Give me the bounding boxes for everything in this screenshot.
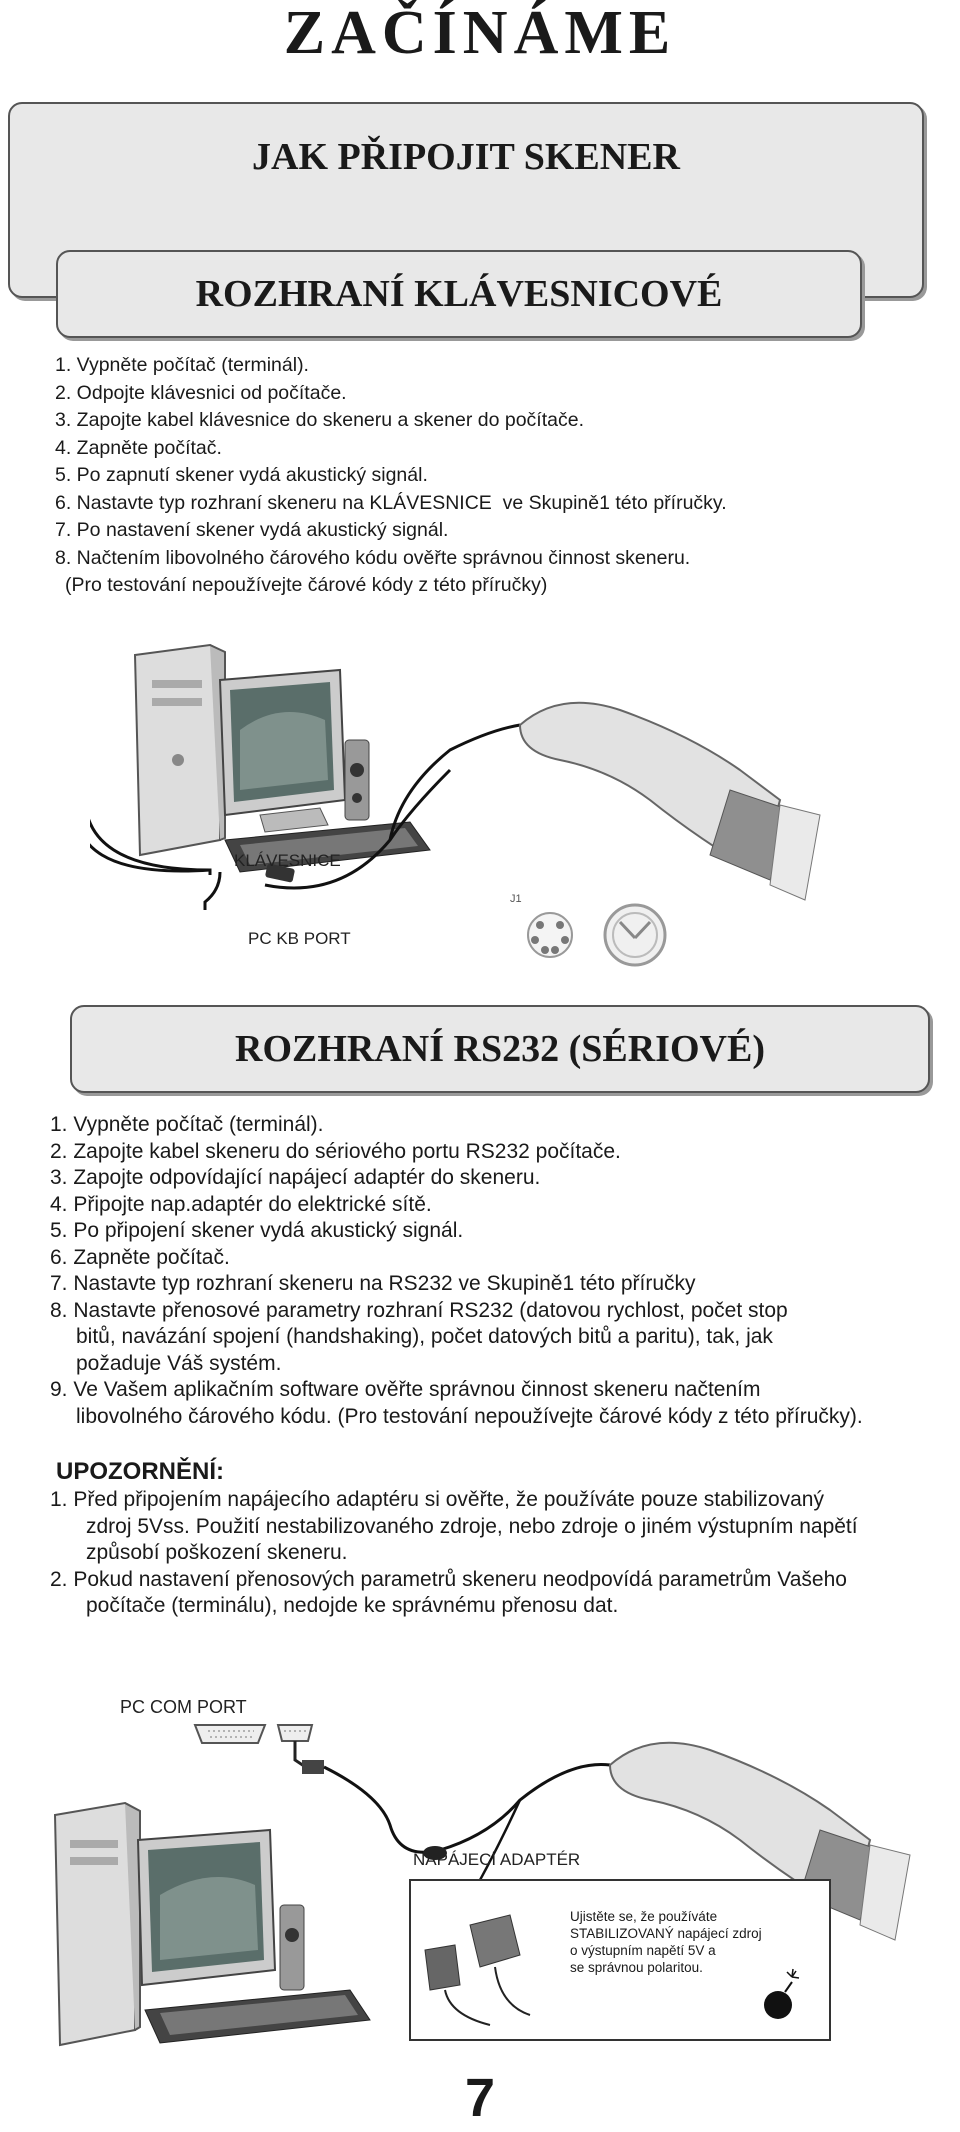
list-item [50,1567,858,1620]
list-item-continuation: počítače (terminálu), nedojde ke správnému přenosu dat. [86,1594,619,1617]
list-item-text: 3. Zapojte odpovídající napájecí adaptér do skeneru. [50,1166,541,1189]
list-item [50,1271,863,1298]
note-line: se správnou polaritou. [570,1960,703,1975]
list-item [50,1165,863,1192]
list-item: 6. Nastavte typ rozhraní skeneru na KLÁVESNICE ve Skupině1 této příručky. [55,491,727,514]
list-item [50,1487,858,1567]
list-item-continuation: libovolného čárového kódu. (Pro testování nepoužívejte čárové kódy z této příručky). [76,1404,863,1428]
list-item-continuation: zdroj 5Vss. Použití nestabilizovaného zdroje, nebo zdroje o jiném výstupním napětí [86,1514,858,1538]
list-item: 8. Načtením libovolného čárového kódu ověřte správnou činnost skeneru. [55,546,691,569]
list-item-text: 8. Nastavte přenosové parametry rozhraní RS232 (datovou rychlost, počet stop [50,1298,788,1322]
connector-label: J1 [510,893,522,905]
list-item [50,1377,863,1430]
list-item: 3. Zapojte kabel klávesnice do skeneru a skener do počítače. [55,409,584,431]
warning-list [50,1487,858,1620]
list-item: 4. Zapněte počítač. [55,436,222,459]
list-item: 7. Po nastavení skener vydá akustický signál. [55,519,449,541]
list-item: 1. Vypněte počítač (terminál). [55,354,309,376]
list-item-continuation: způsobí poškození skeneru. [86,1541,348,1564]
list-item-text: 4. Připojte nap.adaptér do elektrické sítě. [50,1192,432,1216]
computer-icon [55,1803,370,2045]
list-item: 5. Po zapnutí skener vydá akustický signál. [55,464,428,486]
list-item-text: 2. Pokud nastavení přenosových parametrů skeneru neodpovídá parametrům Vašeho [50,1567,847,1591]
computer-icon [135,645,430,872]
list-item [50,1112,863,1139]
list-item-text: 1. Před připojením napájecího adaptéru si ověřte, že používáte pouze stabilizovaný [50,1488,824,1511]
note-line: STABILIZOVANÝ napájecí zdroj [570,1926,762,1941]
list-item: 2. Odpojte klávesnici od počítače. [55,381,347,404]
list-item-continuation: požaduje Váš systém. [76,1351,282,1375]
warning-title: UPOZORNĚNÍ: [56,1458,224,1485]
pc-com-port-label: PC COM PORT [120,1697,247,1717]
list-item-text: 5. Po připojení skener vydá akustický signál. [50,1219,464,1242]
db9-connector-icon [278,1725,312,1741]
list-item [50,1192,863,1219]
din-connector-icon [605,905,665,965]
list-item-text: 2. Zapojte kabel skeneru do sériového portu RS232 počítače. [50,1139,621,1163]
note-line: Ujistěte se, že používáte [570,1909,718,1924]
list-item-text: 7. Nastavte typ rozhraní skeneru na RS232 ve Skupině1 této příručky [50,1272,696,1295]
list-item [50,1139,863,1166]
list-item-text: 1. Vypněte počítač (terminál). [50,1113,324,1136]
keyboard-steps-list [55,352,727,600]
list-item-text: 6. Zapněte počítač. [50,1245,230,1269]
pc-kb-port-label: PC KB PORT [248,929,351,948]
power-adapter-label: NAPÁJECÍ ADAPTÉR [413,1850,581,1869]
rs232-connection-illustration [50,1705,950,2050]
keyboard-interface-title: ROZHRANÍ KLÁVESNICOVÉ [195,273,723,315]
ps2-connector-icon [528,913,572,957]
barcode-scanner-icon [520,703,820,900]
list-item-text: 9. Ve Vašem aplikačním software ověřte správnou činnost skeneru načtením [50,1378,761,1401]
testing-note: (Pro testování nepoužívejte čárové kódy z této příručky) [65,574,548,596]
list-item [50,1298,863,1378]
main-title: ZAČÍNÁME [283,0,677,67]
keyboard-connection-illustration [90,640,920,970]
adapter-note [570,1908,806,1976]
rs232-steps-list [50,1112,863,1430]
list-item [50,1218,863,1245]
list-item-continuation: bitů, navázání spojení (handshaking), počet datových bitů a paritu), tak, jak [76,1325,773,1348]
list-item [50,1245,863,1272]
db25-connector-icon [195,1725,265,1743]
section-title: JAK PŘIPOJIT SKENER [252,136,680,178]
rs232-interface-title: ROZHRANÍ RS232 (SÉRIOVÉ) [235,1028,765,1070]
note-line: o výstupním napětí 5V a [570,1943,716,1958]
keyboard-label: KLÁVESNICE [234,851,341,870]
page-number: 7 [464,2068,496,2128]
